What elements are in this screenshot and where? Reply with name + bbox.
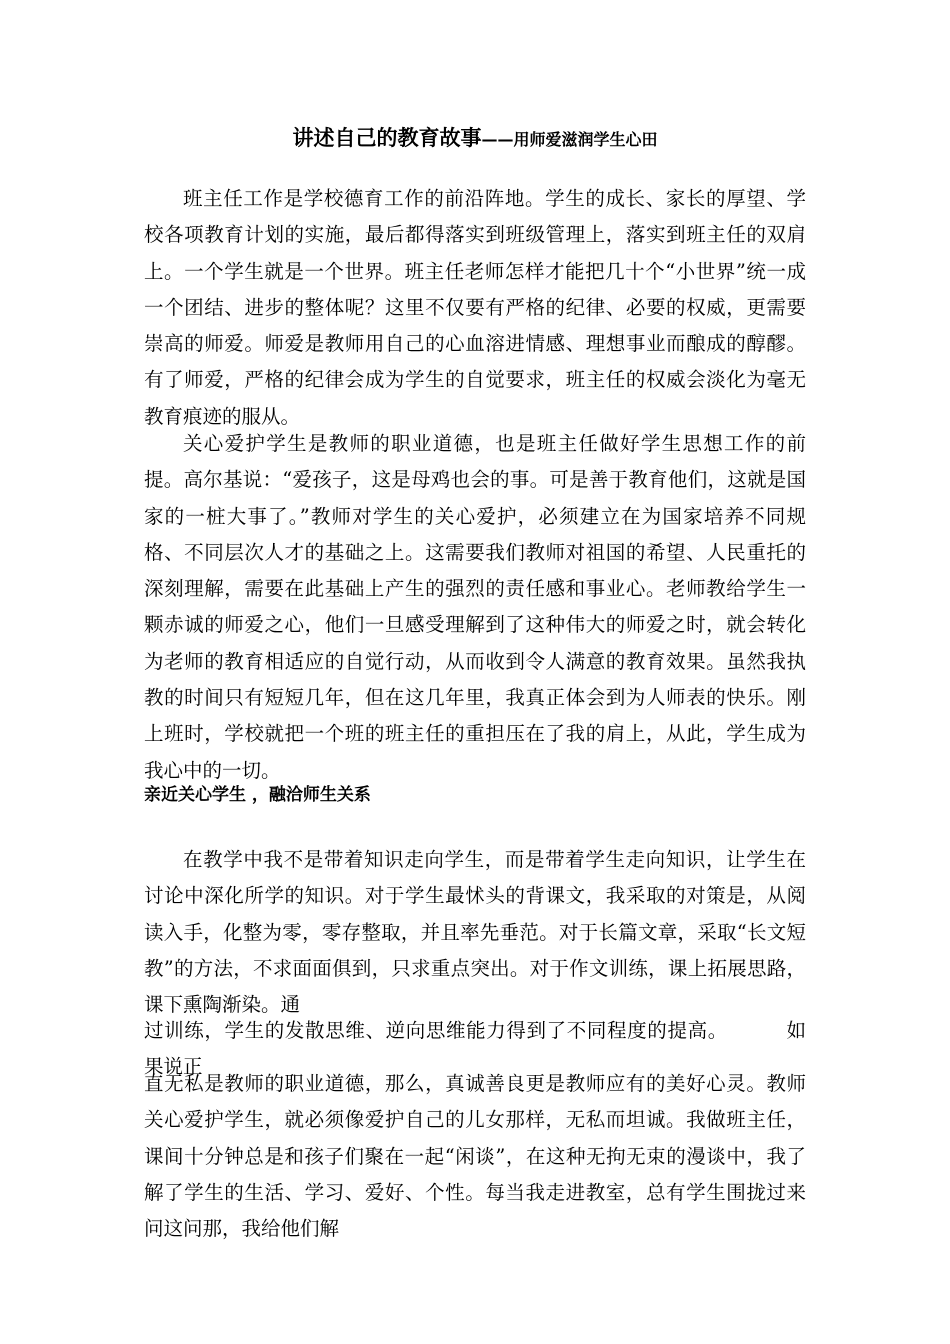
- title-subtitle: 用师爱滋润学生心田: [513, 130, 658, 149]
- paragraph-2: 关心爱护学生是教师的职业道德，也是班主任做好学生思想工作的前提。高尔基说：“爱孩子，这是母鸡也会的事。可是善于教育他们，这就是国家的一桩大事了。”教师对学生的关心爱护，必须建立在为国家培养不同规格、不同层次人才的基础之上。这需要我们教师对祖国的希望、人民重托的深刻理解，需要在此基础上产生的强烈的责任感和事业心。老师教给学生一颗赤诚的师爱之心，他们一旦感受理解到了这种伟大的师爱之时，就会转化为老师的教育相适应的自觉行动，从而收到令人满意的教育效果。虽然我执教的时间只有短短几年，但在这几年里，我真正体会到为人师表的快乐。刚上班时，学校就把一个班的班主任的重担压在了我的肩上，从此，学生成为我心中的一切。: [144, 432, 806, 782]
- paragraph-1: 班主任工作是学校德育工作的前沿阵地。学生的成长、家长的厚望、学校各项教育计划的实施，最后都得落实到班级管理上，落实到班主任的双肩上。一个学生就是一个世界。班主任老师怎样才能把几十个“小世界”统一成一个团结、进步的整体呢？这里不仅要有严格的纪律、必要的权威，更需要崇高的师爱。师爱是教师用自己的心血溶进情感、理想事业而酿成的醇醪。有了师爱，严格的纪律会成为学生的自觉要求，班主任的权威会淡化为毫无教育痕迹的服从。: [144, 187, 806, 428]
- section-heading: 亲近关心学生 ，融洽师生关系: [144, 785, 371, 805]
- paragraph-4: 直无私是教师的职业道德，那么，真诚善良更是教师应有的美好心灵。教师关心爱护学生，就必须像爱护自己的儿女那样，无私而坦诚。我做班主任，课间十分钟总是和孩子们聚在一起“闲谈”，在这种无拘无束的漫谈中，我了解了学生的生活、学习、爱好、个性。每当我走进教室，总有学生围拢过来问这问那，我给他们解: [144, 1072, 806, 1241]
- continuation-text: 过训练，学生的发散思维、逆向思维能力得到了不同程度的提高。: [144, 1019, 728, 1042]
- paragraph-3: 在教学中我不是带着知识走向学生，而是带着学生走向知识，让学生在讨论中深化所学的知识。对于学生最怵头的背课文，我采取的对策是，从阅读入手，化整为零，零存整取，并且率先垂范。对于长篇文章，采取“长文短教”的方法，不求面面俱到，只求重点突出。对于作文训练，课上拓展思路，课下熏陶渐染。通: [144, 848, 806, 1017]
- next-paragraph-start: 如果说正: [144, 1019, 806, 1079]
- title-dash: ——: [481, 130, 514, 149]
- title-main: 讲述自己的教育故事: [292, 126, 482, 150]
- document-title: [0, 124, 950, 154]
